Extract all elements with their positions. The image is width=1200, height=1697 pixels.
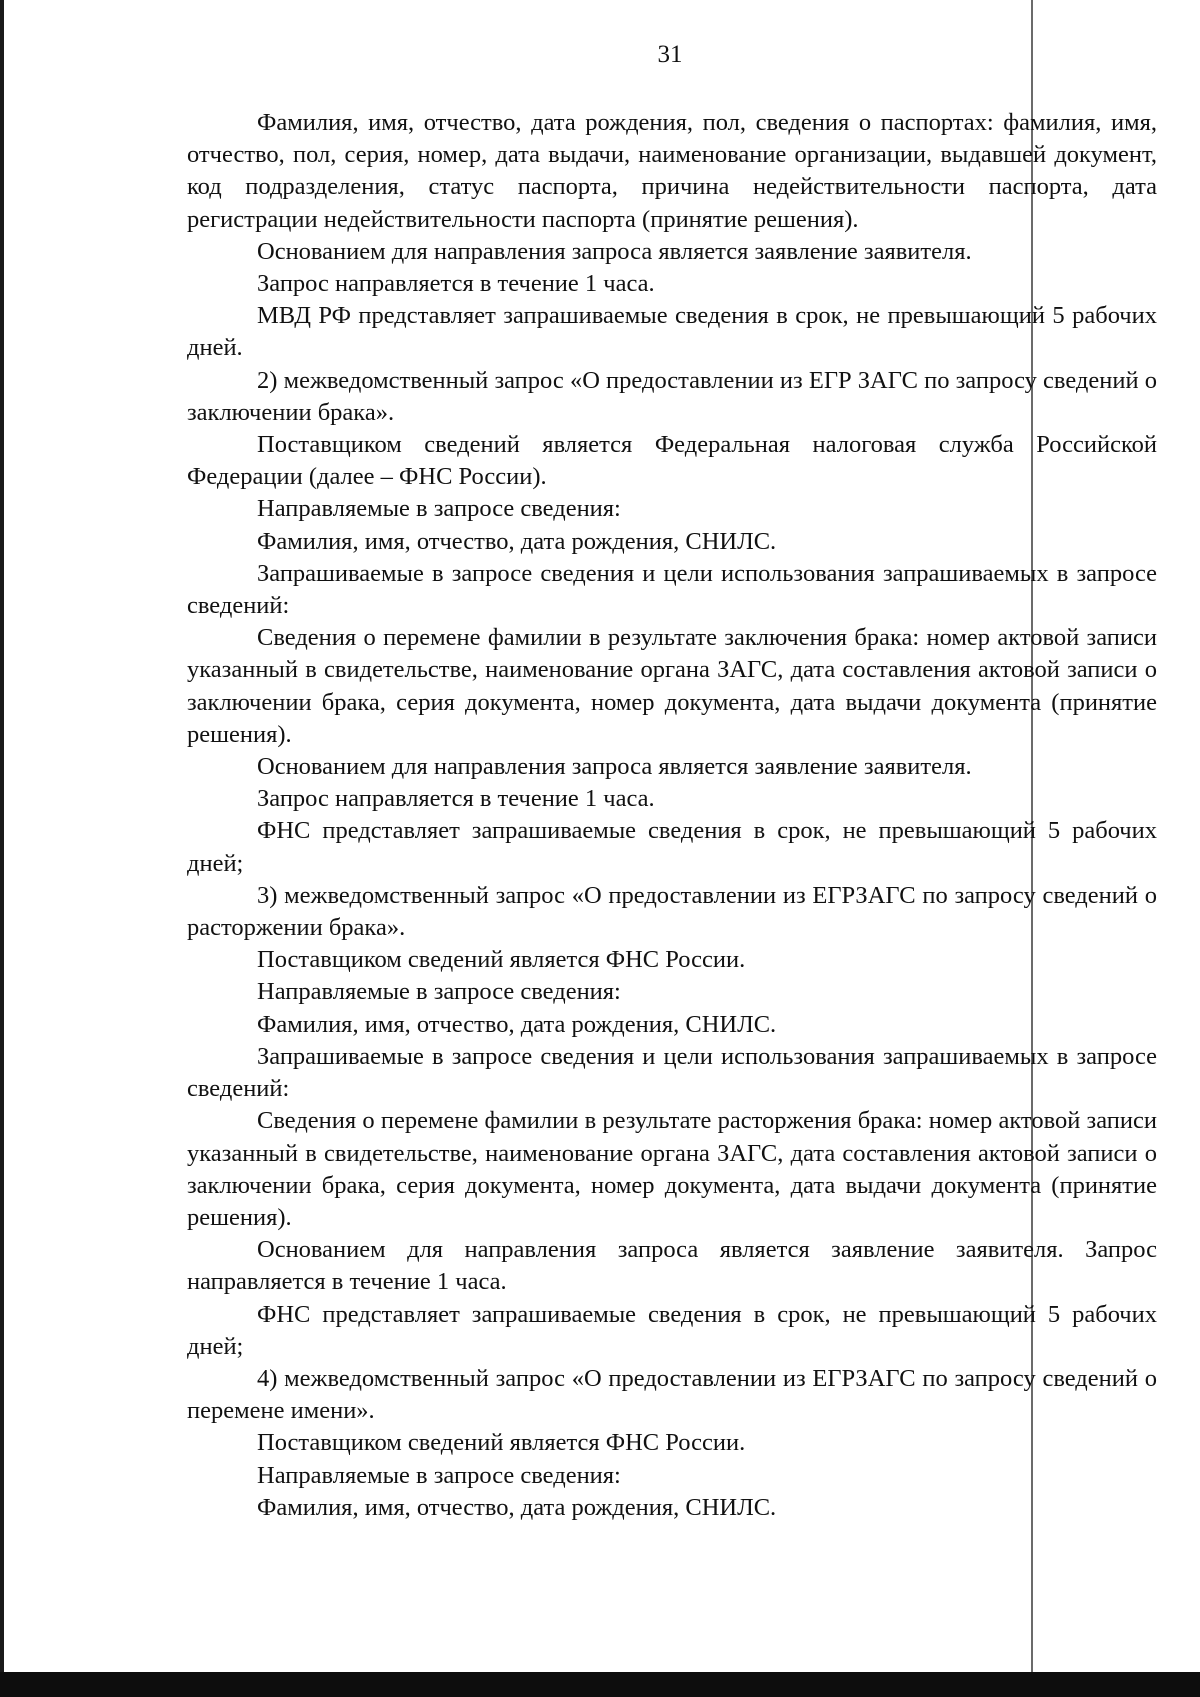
paragraph: Направляемые в запросе сведения: [257, 978, 621, 1006]
paragraph: Запрашиваемые в запросе сведения и цели использования запрашиваемых в запросе сведений: [187, 559, 1157, 620]
paragraph: Запрос направляется в течение 1 часа. [257, 270, 655, 298]
paragraph: 3) межведомственный запрос «О предоставлении из ЕГРЗАГС по запросу сведений о расторжении брака». [187, 881, 1157, 942]
paragraph: ФНС представляет запрашиваемые сведения в срок, не превышающий 5 рабочих дней; [187, 817, 1157, 877]
paragraph: Основанием для направления запроса является заявление заявителя. [257, 753, 972, 781]
paragraph: Направляемые в запросе сведения: [257, 1461, 621, 1489]
paragraph: Основанием для направления запроса является заявление заявителя. Запрос направляется в течение 1 часа. [187, 1236, 1157, 1296]
paragraph: 4) межведомственный запрос «О предоставлении из ЕГРЗАГС по запросу сведений о перемене имени». [187, 1364, 1157, 1425]
paragraph: Поставщиком сведений является Федеральная налоговая служба Российской Федерации (далее – ФНС России). [187, 431, 1157, 491]
paragraph: Поставщиком сведений является ФНС России. [257, 1429, 746, 1457]
paragraph: Фамилия, имя, отчество, дата рождения, пол, сведения о паспортах: фамилия, имя, отчество, пол, серия, номер, дата выдачи, наименование организации, выдавшей документ, код подразделения, статус паспорта, причина недействительности паспорта, дата регистрации недействительности паспорта (принятие решения). [187, 109, 1157, 233]
paragraph: Фамилия, имя, отчество, дата рождения, СНИЛС. [257, 1010, 777, 1038]
paragraph: Запрос направляется в течение 1 часа. [257, 785, 655, 813]
paragraph: 2) межведомственный запрос «О предоставлении из ЕГР ЗАГС по запросу сведений о заключении брака». [187, 366, 1157, 426]
paragraph: Сведения о перемене фамилии в результате заключения брака: номер актовой записи указанный в свидетельстве, наименование органа ЗАГС, дата составления актовой записи о заключении брака, серия документа, номер документа, дата выдачи документа (принятие решения). [187, 624, 1157, 748]
paragraph: Фамилия, имя, отчество, дата рождения, СНИЛС. [257, 527, 777, 555]
paragraph: Поставщиком сведений является ФНС России. [257, 946, 746, 974]
paragraph: Фамилия, имя, отчество, дата рождения, СНИЛС. [257, 1493, 777, 1521]
document-body [187, 107, 1157, 1524]
paragraph: Направляемые в запросе сведения: [257, 495, 621, 523]
paragraph: МВД РФ представляет запрашиваемые сведения в срок, не превышающий 5 рабочих дней. [187, 302, 1157, 362]
scan-bottom-bar [0, 1672, 1200, 1697]
page-number: 31 [657, 41, 683, 68]
paragraph: ФНС представляет запрашиваемые сведения в срок, не превышающий 5 рабочих дней; [187, 1300, 1157, 1360]
paragraph: Основанием для направления запроса является заявление заявителя. [257, 237, 972, 265]
scan-left-edge [0, 0, 4, 1697]
paragraph: Сведения о перемене фамилии в результате расторжения брака: номер актовой записи указанный в свидетельстве, наименование органа ЗАГС, дата составления актовой записи о заключении брака, серия документа, номер документа, дата выдачи документа (принятие решения). [187, 1107, 1157, 1231]
paragraph: Запрашиваемые в запросе сведения и цели использования запрашиваемых в запросе сведений: [187, 1042, 1157, 1103]
